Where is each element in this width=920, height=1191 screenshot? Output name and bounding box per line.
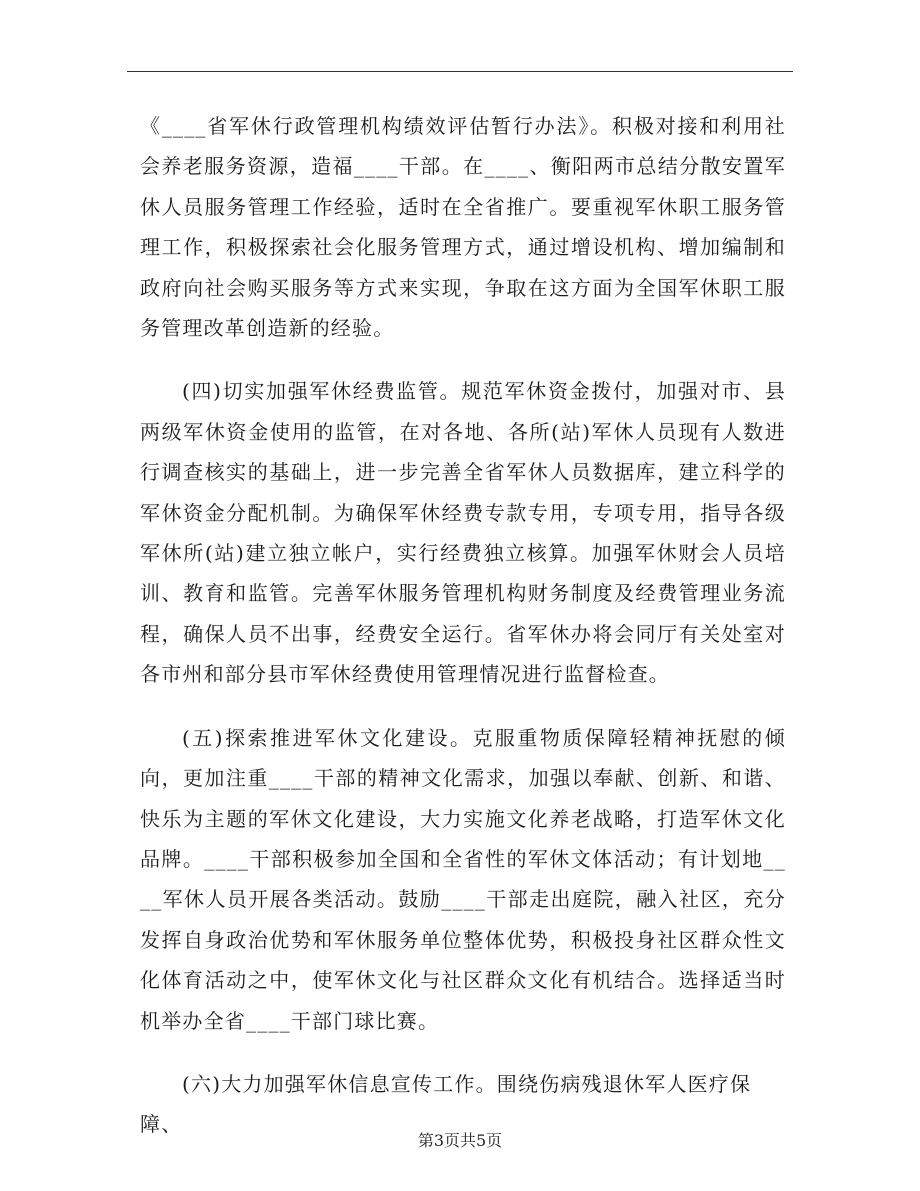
paragraph-3: (五)探索推进军休文化建设。克服重物质保障轻精神抚慰的倾向，更加注重____干部的精神文化需求，加强以奉献、创新、和谐、快乐为主题的军休文化建设，大力实施文化养老战略，打造军休文化品牌。____干部积极参加全国和全省性的军休文体活动；有计划地____军休人员开展各类活动。鼓励____干部走出庭院，融入社区，充分发挥自身政治优势和军休服务单位整体优势，积极投身社区群众性文化体育活动之中，使军休文化与社区群众文化有机结合。选择适当时机举办全省____干部门球比赛。	[140, 725, 786, 1033]
header-rule	[127, 71, 793, 72]
paragraph-2: (四)切实加强军休经费监管。规范军休资金拨付，加强对市、县两级军休资金使用的监管，在对各地、各所(站)军休人员现有人数进行调查核实的基础上，进一步完善全省军休人员数据库，建立科学的军休资金分配机制。为确保军休经费专款专用，专项专用，指导各级军休所(站)建立独立帐户，实行经费独立核算。加强军休财会人员培训、教育和监管。完善军休服务管理机构财务制度及经费管理业务流程，确保人员不出事，经费安全运行。省军休办将会同厅有关处室对各市州和部分县市军休经费使用管理情况进行监督检查。	[140, 379, 786, 687]
document-body	[140, 106, 786, 1145]
paragraph-4: (六)大力加强军休信息宣传工作。围绕伤病残退休军人医疗保障、	[140, 1071, 752, 1137]
paragraph-1: 《____省军休行政管理机构绩效评估暂行办法》。积极对接和利用社会养老服务资源，造福____干部。在____、衡阳两市总结分散安置军休人员服务管理工作经验，适时在全省推广。要重视军休职工服务管理工作，积极探索社会化服务管理方式，通过增设机构、增加编制和政府向社会购买服务等方式来实现，争取在这方面为全国军休职工服务管理改革创造新的经验。	[140, 114, 786, 341]
page-number-footer: 第3页共5页	[417, 1131, 503, 1150]
